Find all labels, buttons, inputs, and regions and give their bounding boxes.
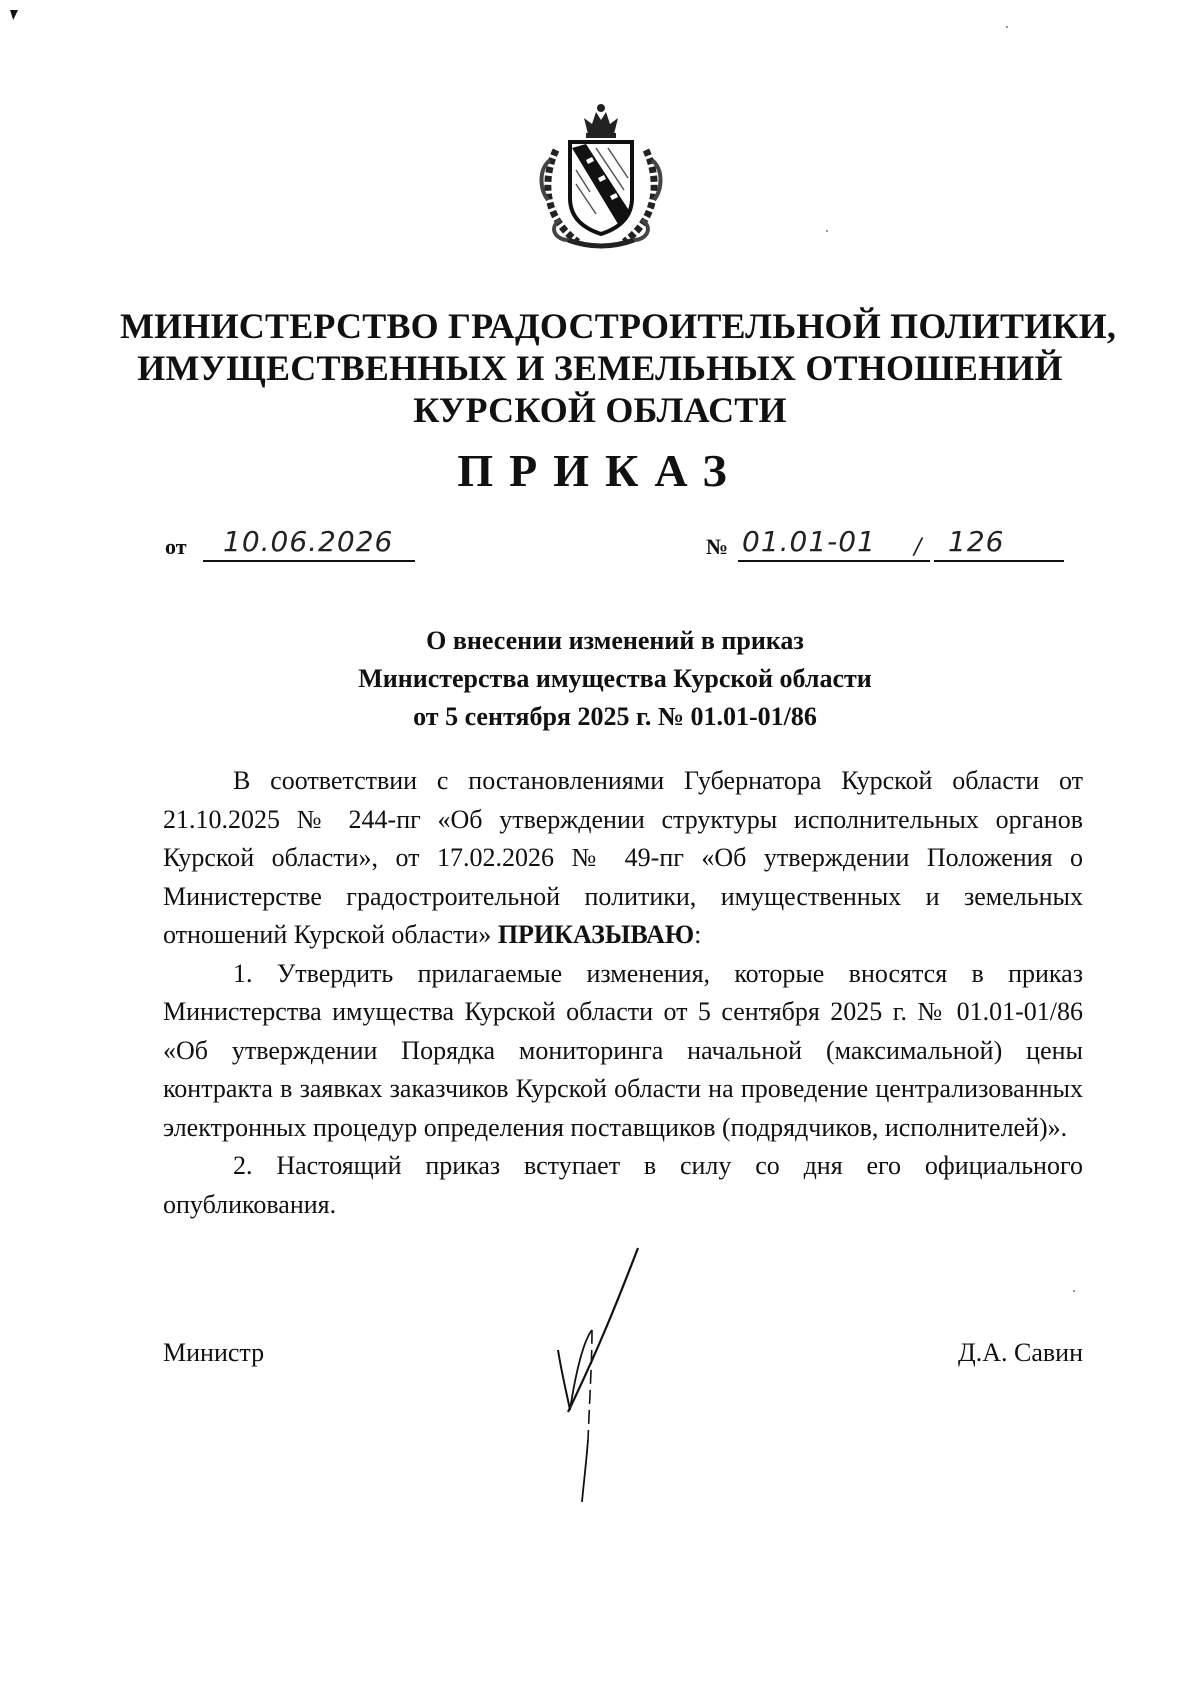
number-prefix-handwritten: 01.01-01 <box>742 525 876 558</box>
order-item-2: 2. Настоящий приказ вступает в силу со дня его официального опубликования. <box>163 1151 1083 1219</box>
preamble-text: В соответствии с постановлениями Губернатора Курской области от 21.10.2025 № 244-пг «Об утверждении структуры исполнительных органов Курской области», от 17.02.2026 № 49-пг «Об утверждении Положения о Министерстве градостроительной политики, имущественных и земельных отношений Курской области» <box>163 766 1083 949</box>
signer-name: Д.А. Савин <box>958 1338 1083 1367</box>
scan-corner-mark <box>10 10 18 20</box>
scan-speck <box>1006 26 1008 28</box>
date-label: от <box>165 534 187 559</box>
number-underline-left <box>738 560 930 562</box>
ministry-title <box>120 305 1117 431</box>
subject-line: от 5 сентября 2025 г. № 01.01-01/86 <box>413 702 817 731</box>
ministry-title-line: ИМУЩЕСТВЕННЫХ И ЗЕМЕЛЬНЫХ ОТНОШЕНИЙ <box>137 348 1063 388</box>
scan-speck <box>1073 1290 1075 1292</box>
date-value-handwritten: 10.06.2026 <box>223 525 394 558</box>
number-label: № <box>706 534 729 559</box>
number-suffix-handwritten: 126 <box>948 525 1005 558</box>
order-keyword: ПРИКАЗЫВАЮ <box>497 920 695 949</box>
document-type-heading: ПРИКАЗ <box>457 445 743 496</box>
ministry-title-line: КУРСКОЙ ОБЛАСТИ <box>413 390 787 430</box>
subject-line: О внесении изменений в приказ <box>426 626 804 655</box>
kursk-region-coat-of-arms-icon <box>538 100 664 252</box>
subject-line: Министерства имущества Курской области <box>358 664 872 693</box>
order-colon: : <box>694 920 702 949</box>
date-underline <box>203 560 415 562</box>
scan-speck <box>826 230 828 232</box>
ministry-title-line: МИНИСТЕРСТВО ГРАДОСТРОИТЕЛЬНОЙ ПОЛИТИКИ, <box>120 306 1117 346</box>
number-underline-right <box>934 560 1064 562</box>
number-separator: / <box>914 535 923 560</box>
preamble-paragraph <box>163 762 1083 955</box>
handwritten-signature-icon <box>548 1240 648 1510</box>
order-subject <box>150 622 1080 736</box>
order-item-1: 1. Утвердить прилагаемые изменения, которые вносятся в приказ Министерства имущества Курской области от 5 сентября 2025 г. № 01.01-01/86 «Об утверждении Порядка мониторинга начальной (максимальной) цены контракта в заявках заказчиков Курской области на проведение централизованных электронных процедур определения поставщиков (подрядчиков, исполнителей)». <box>163 958 1083 1142</box>
signer-position: Министр <box>163 1338 265 1367</box>
order-body <box>163 762 1083 1224</box>
